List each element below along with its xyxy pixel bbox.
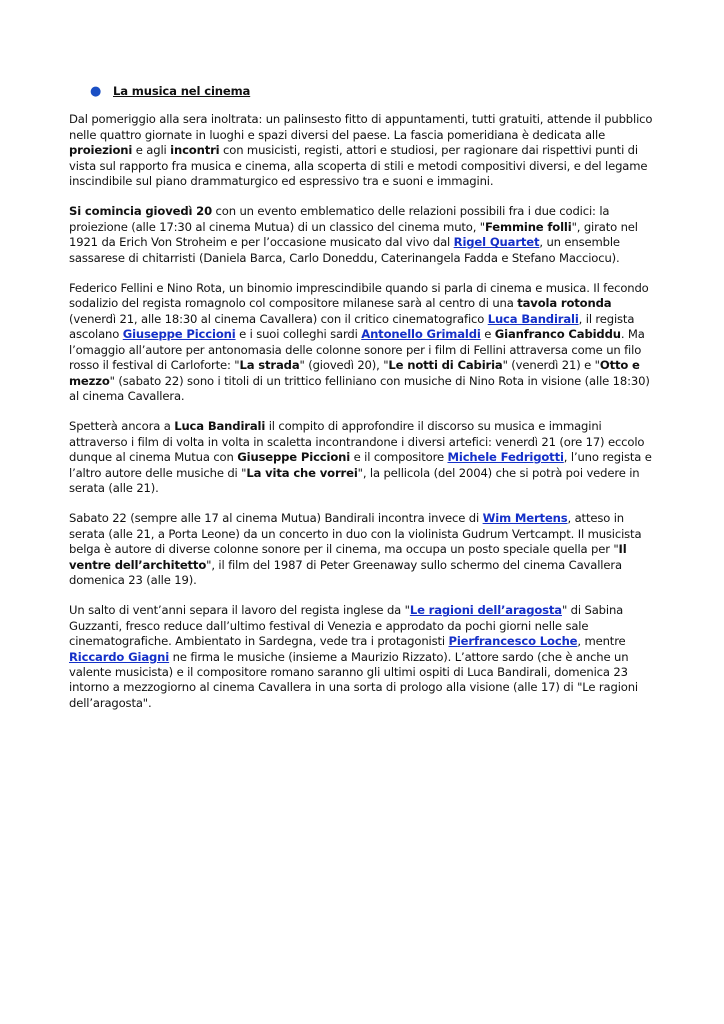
paragraph-intro: Dal pomeriggio alla sera inoltrata: un palinsesto fitto di appuntamenti, tutti gratuiti, attende il pubblico nelle quattro giornate in luoghi e spazi diversi del paese. La fascia pomeridiana è dedicata alle proiezioni e agli incontri con musicisti, registi, attori e studiosi, per ragionare dai rispettivi punti di vista sul rapporto fra musica e cinema, alla scoperta di stili e metodi compositivi diversi, e del legame inscindibile sul piano drammaturgico ed espressivo tra e suoni e immagini. <box>69 112 653 189</box>
paragraph-fellini-rota: Federico Fellini e Nino Rota, un binomio imprescindibile quando si parla di cinema e musica. Il fecondo sodalizio del regista romagnolo col compositore milanese sarà al centro di una tavola rotonda (venerdì 21, alle 18:30 al cinema Cavallera) con il critico cinematografico Luca Bandirali, il regista ascolano Giuseppe Piccioni e i suoi colleghi sardi Antonello Grimaldi e Gianfranco Cabiddu. Ma l’omaggio all’autore per antonomasia delle colonne sonore per i film di Fellini attraversa come un filo rosso il festival di Carloforte: "La strada" (giovedì 20), "Le notti di Cabiria" (venerdì 21) e "Otto e mezzo" (sabato 22) sono i titoli di un trittico felliniano con musiche di Nino Rota in visione (alle 18:30) al cinema Cavallera. <box>69 281 650 403</box>
link-rigel-quartet[interactable]: Rigel Quartet <box>453 235 540 250</box>
article-body <box>69 84 659 726</box>
paragraph-opening-day: Si comincia giovedì 20 con un evento emblematico delle relazioni possibili fra i due codici: la proiezione (alle 17:30 al cinema Mutua) di un classico del cinema muto, "Femmine folli", girato nel 1921 da Erich Von Stroheim e per l’occasione musicato dal vivo dal Rigel Quartet, un ensemble sassarese di chitarristi (Daniela Barca, Carlo Doneddu, Caterinangela Fadda e Stefano Macciocu). <box>69 204 638 265</box>
section-heading-row <box>69 84 659 99</box>
section-heading: La musica nel cinema <box>113 84 251 98</box>
paragraph-aragosta: Un salto di vent’anni separa il lavoro del regista inglese da "Le ragioni dell’aragosta" di Sabina Guzzanti, fresco reduce dall’ultimo festival di Venezia e approdato da pochi giorni nelle sale cinematografiche. Ambientato in Sardegna, vede tra i protagonisti Pierfrancesco Loche, mentre Riccardo Giagni ne firma le musiche (insieme a Maurizio Rizzato). L’attore sardo (che è anche un valente musicista) e il compositore romano saranno gli ultimi ospiti di Luca Bandirali, domenica 23 intorno a mezzogiorno al cinema Cavallera in una sorta di prologo alla visione (alle 17) di "Le ragioni dell’aragosta". <box>69 603 638 710</box>
link-wim-mertens[interactable]: Wim Mertens <box>482 511 568 526</box>
link-riccardo-giagni[interactable]: Riccardo Giagni <box>69 649 170 664</box>
link-giuseppe-piccioni[interactable]: Giuseppe Piccioni <box>122 327 236 342</box>
link-michele-fedrigotti[interactable]: Michele Fedrigotti <box>447 450 564 465</box>
link-le-ragioni-dell-aragosta[interactable]: Le ragioni dell’aragosta <box>409 603 562 618</box>
bullet-icon: ● <box>90 84 102 99</box>
link-antonello-grimaldi[interactable]: Antonello Grimaldi <box>361 327 481 342</box>
paragraph-wim-mertens: Sabato 22 (sempre alle 17 al cinema Mutua) Bandirali incontra invece di Wim Mertens, atteso in serata (alle 21, a Porta Leone) da un concerto in duo con la violinista Gudrum Vertcampt. Il musicista belga è autore di diverse colonne sonore per il cinema, ma occupa un posto speciale quella per "Il ventre dell’architetto", il film del 1987 di Peter Greenaway sullo schermo del cinema Cavallera domenica 23 (alle 19). <box>69 511 642 587</box>
link-luca-bandirali[interactable]: Luca Bandirali <box>487 311 579 326</box>
paragraph-bandirali: Spetterà ancora a Luca Bandirali il compito di approfondire il discorso su musica e immagini attraverso i film di volta in volta in scaletta incontrandone i diversi artefici: venerdì 21 (ore 17) eccolo dunque al cinema Mutua con Giuseppe Piccioni e il compositore Michele Fedrigotti, l’uno regista e l’altro autore delle musiche di "La vita che vorrei", la pellicola (del 2004) che si potrà poi vedere in serata (alle 21). <box>69 419 652 495</box>
link-pierfrancesco-loche[interactable]: Pierfrancesco Loche <box>448 634 578 649</box>
